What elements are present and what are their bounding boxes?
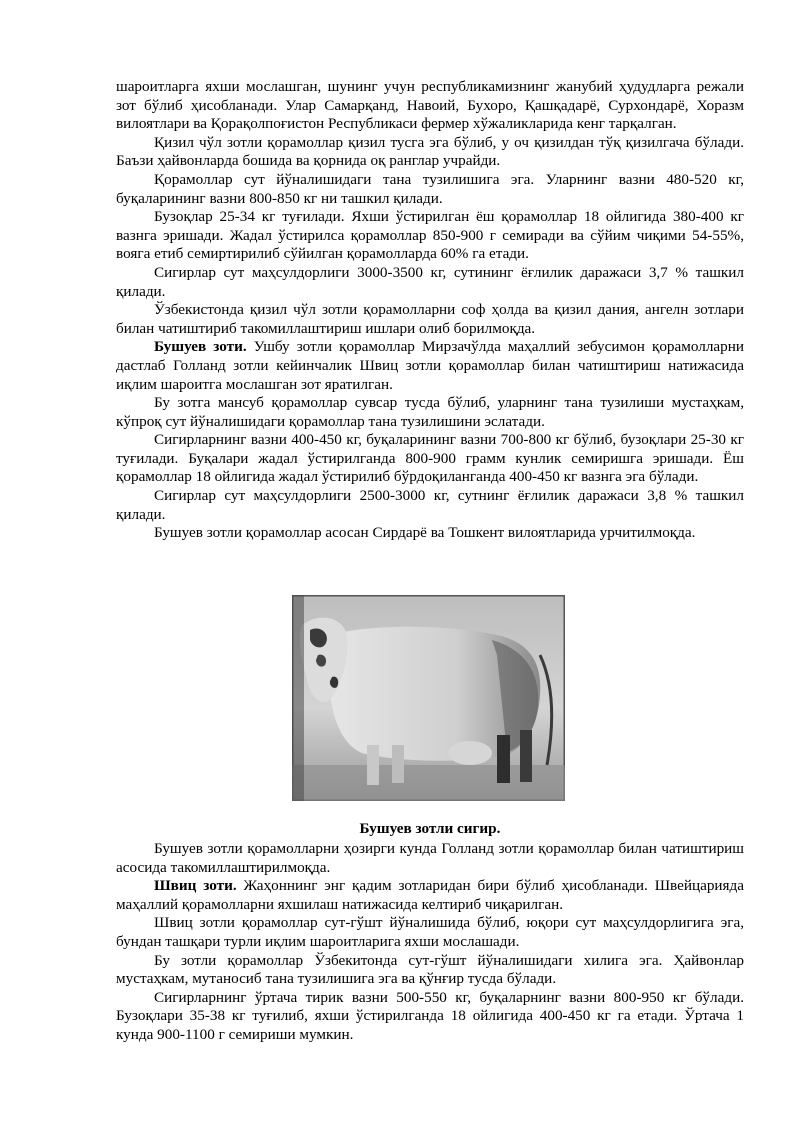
paragraph-text: Бу зотга мансуб қорамоллар сувсар тусда бўлиб, уларнинг тана тузилиши мустаҳкам, кўпроқ сут йўналишидаги қорамоллар тана тузилишини эслатади. (116, 394, 744, 430)
section-term: Бушуев зоти. (154, 338, 247, 356)
text-block-bottom (116, 840, 744, 1045)
paragraph-text: Қорамоллар сут йўналишидаги тана тузилишига эга. Уларнинг вазни 480-520 кг, буқаларининг вазни 800-850 кг ни ташкил қилади. (116, 170, 744, 207)
section-term: Швиц зоти. (154, 877, 237, 895)
paragraph-text: Бузоқлар 25-34 кг туғилади. Яхши ўстирилган ёш қорамоллар 18 ойлигида 380-400 кг вазнга эришади. Жадал ўстирилса қорамоллар 850-900 г семиради ва сўйим чиқими 54-55%, вояга етиб семиртирилиб сўйилган қорамолларда 60% га етади. (116, 208, 744, 263)
paragraph (116, 171, 744, 208)
paragraph (116, 78, 744, 134)
paragraph (116, 989, 744, 1045)
paragraph-text: Ўзбекистонда қизил чўл зотли қорамолларни соф ҳолда ва қизил дания, ангелн зотлари билан чатиштириб такомиллаштириш ишлари олиб борилмоқда. (116, 301, 744, 337)
paragraph-text: Бушуев зотли қорамоллар асосан Сирдарё ва Тошкент вилоятларида урчитилмоқда. (154, 524, 696, 542)
paragraph (116, 877, 744, 914)
paragraph (116, 840, 744, 877)
paragraph (116, 264, 744, 301)
text-block-top (116, 78, 744, 543)
paragraph-text: Қизил чўл зотли қорамоллар қизил тусга эга бўлиб, у оч қизилдан тўқ қизилгача бўлади. Баъзи ҳайвонларда бошида ва қорнида оқ ранглар учрайди. (116, 133, 744, 170)
paragraph-text: Сигирлар сут маҳсулдорлиги 2500-3000 кг, сутнинг ёғлилик даражаси 3,8 % ташкил қилади. (116, 487, 744, 523)
paragraph (116, 914, 744, 951)
paragraph-text: Бушуев зотли қорамолларни ҳозирги кунда Голланд зотли қорамоллар билан чатиштириш асосида такомиллаштирилмоқда. (116, 840, 744, 876)
paragraph-text: Ушбу зотли қорамоллар Мирзачўлда маҳаллий зебусимон қорамолларни дастлаб Голланд зотли кейинчалик Швиц зотли қорамоллар билан чатиштириш натижасида иқлим шароитга мослашган зот яратилган. (116, 338, 745, 393)
paragraph (116, 487, 744, 524)
paragraph-text: Бу зотли қорамоллар Ўзбекитонда сут-гўшт йўналишидаги хилига эга. Ҳайвонлар мустаҳкам, мутаносиб тана тузилишига эга ва қўнғир тусда бўлади. (116, 951, 744, 988)
paragraph (116, 301, 744, 338)
paragraph (116, 338, 744, 394)
paragraph-text: шароитларга яхши мослашган, шунинг учун республикамизнинг жанубий ҳудудларга режали зот бўлиб ҳисобланади. Улар Самарқанд, Навоий, Бухоро, Қашқадарё, Сурхондарё, Хоразм вилоятлари ва Қорақолпоғистон Республикаси фермер хўжаликларида кенг тарқалган. (116, 78, 744, 133)
paragraph (116, 134, 744, 171)
paragraph (116, 524, 744, 543)
paragraph (116, 431, 744, 487)
paragraph-text: Сигирлар сут маҳсулдорлиги 3000-3500 кг, сутининг ёғлилик даражаси 3,7 % ташкил қилади. (116, 263, 744, 300)
paragraph-text: Сигирларнинг ўртача тирик вазни 500-550 кг, буқаларнинг вазни 800-950 кг бўлади. Бузоқлари 35-38 кг туғилиб, яхши ўстирилганда 18 ойлигида 400-450 кг га етади. Ўртача 1 кунда 900-1100 г семириши мумкин. (116, 988, 744, 1043)
paragraph (116, 394, 744, 431)
paragraph-text: Сигирларнинг вазни 400-450 кг, буқаларининг вазни 700-800 кг бўлиб, бузоқлари 25-30 кг туғилади. Буқалари жадал ўстирилганда 800-900 грамм кунлик семиришга эришади. Ёш қорамоллар 18 ойлигида жадал ўстирилиб бўрдоқилангандa 400-450 кг вазнга эга бўлади. (116, 431, 744, 486)
paragraph (116, 952, 744, 989)
cow-photo-image (292, 595, 565, 801)
paragraph (116, 208, 744, 264)
cow-photo (292, 595, 565, 801)
figure-caption: Бушуев зотли сигир. (359, 820, 501, 837)
paragraph-text: Жаҳоннинг энг қадим зотларидан бири бўлиб ҳисобланади. Швейцарияда маҳаллий қорамолларни яхшилаш натижасида келтириб чиқарилган. (116, 877, 745, 913)
paragraph-text: Швиц зотли қорамоллар сут-гўшт йўналишида бўлиб, юқори сут маҳсулдорлигига эга, бундан ташқари турли иқлим шароитларига яхши мослашади. (116, 914, 744, 950)
